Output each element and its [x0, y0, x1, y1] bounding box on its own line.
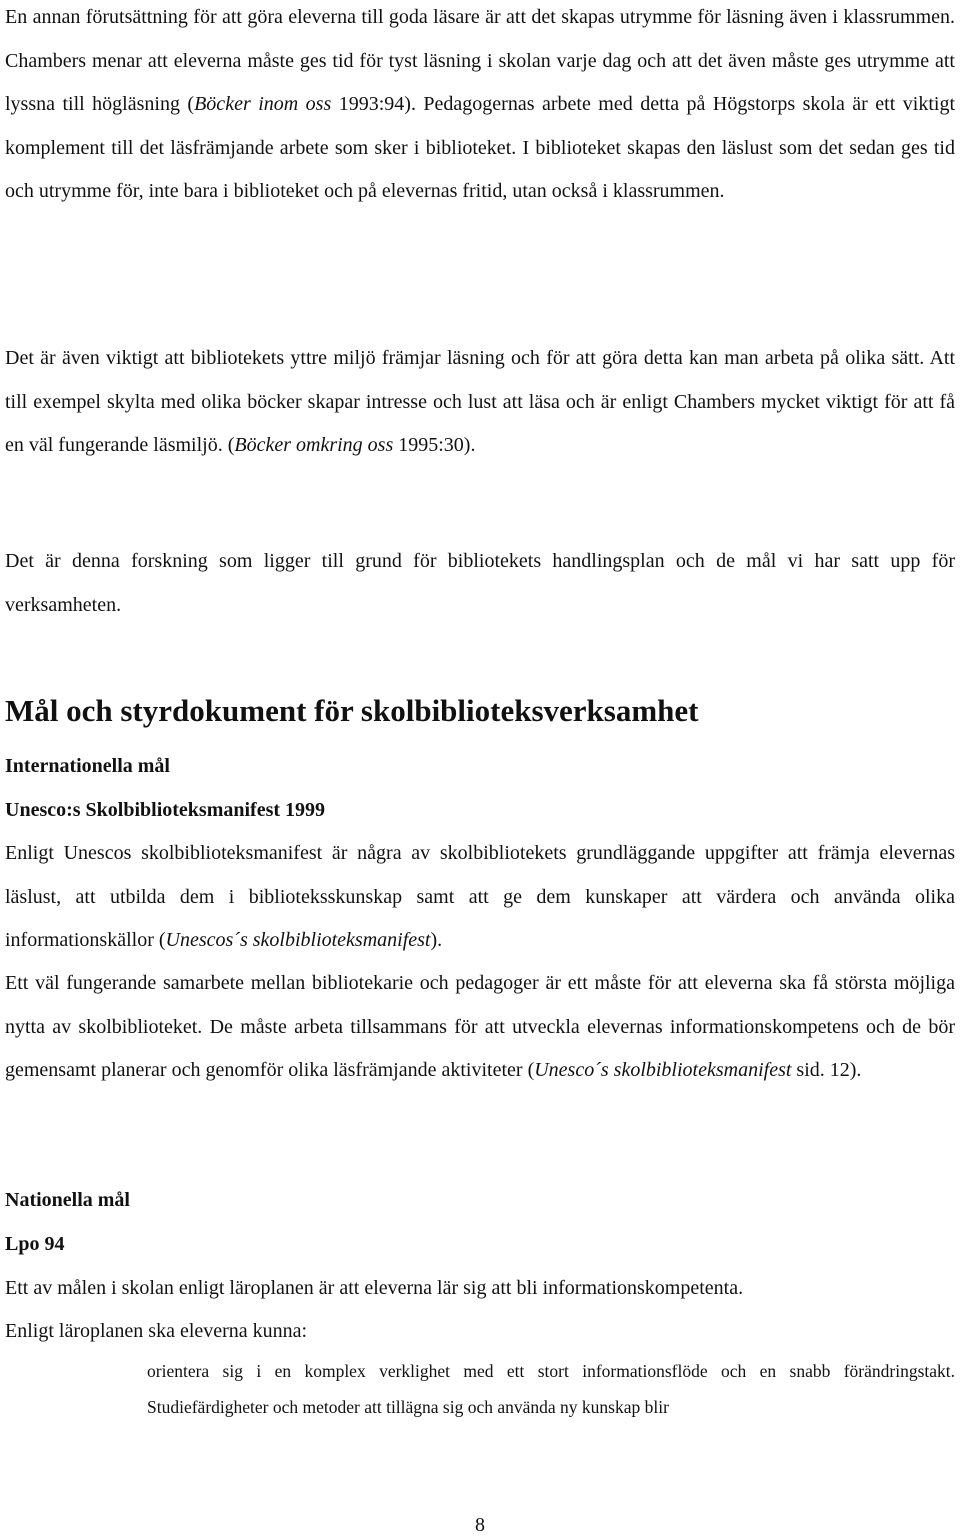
paragraph-reading-space — [5, 0, 955, 214]
paragraph-text: 1995:30). — [393, 434, 476, 456]
paragraph-text: ). — [430, 929, 443, 951]
paragraph-curriculum-goal: Ett av målen i skolan enligt läroplanen är att eleverna lär sig att bli informationskompetenta. — [5, 1277, 744, 1299]
paragraph-text: Det är även viktigt att bibliotekets yttre miljö främjar läsning och för att göra detta kan man arbeta på olika sätt. Att till exempel skylta med olika böcker skapar intresse och lust att läsa och är enligt Chambers mycket viktigt för att få en väl fungerande läsmiljö. ( — [5, 347, 955, 456]
paragraph-text: Ett väl fungerande samarbete mellan bibliotekarie och pedagoger är ett måste för att eleverna ska få största möjliga nytta av skolbiblioteket. De måste arbeta tillsammans för att utveckla elevernas informationskompetens och de bör gemensamt planerar och genomför olika läsfrämjande aktiviteter ( — [5, 972, 955, 1081]
citation-title: Böcker inom oss — [194, 93, 332, 115]
subheading-international-goals: Internationella mål — [5, 755, 170, 777]
paragraph-text: Enligt Unescos skolbiblioteksmanifest är några av skolbibliotekets grundläggande uppgifter att främja elevernas läslust, att utbilda dem i biblioteksskunskap samt att ge dem kunskaper att värdera och använda olika informationskällor ( — [5, 842, 955, 951]
citation-title: Unesco´s skolbiblioteksmanifest — [534, 1059, 792, 1081]
subheading-lpo94: Lpo 94 — [5, 1233, 65, 1255]
subheading-unesco-manifest: Unesco:s Skolbiblioteksmanifest 1999 — [5, 799, 326, 821]
paragraph-unesco-tasks — [5, 832, 955, 963]
page-number: 8 — [475, 1514, 485, 1536]
paragraph-text: 1993:94). Pedagogernas arbete med detta på Högstorps skola är ett viktigt komplement till det läsfrämjande arbete som sker i biblioteket. I biblioteket skapas den läslust som det sedan ges tid och utrymme för, inte bara i biblioteket och på elevernas fritid, utan också i klassrummen. — [5, 93, 955, 202]
paragraph-text: En annan förutsättning för att göra eleverna till goda läsare är att det skapas utrymme för läsning även i klassrummen. Chambers menar att eleverna måste ges tid för tyst läsning i skolan varje dag och att det även måste ges utrymme att lyssna till högläsning ( — [5, 6, 955, 115]
citation-title: Böcker omkring oss — [234, 434, 394, 456]
indented-quote: orientera sig i en komplex verklighet med ett stort informationsflöde och en snabb förändringstakt. Studiefärdigheter och metoder att tillägna sig och använda ny kunskap blir — [147, 1361, 955, 1417]
paragraph-curriculum-intro: Enligt läroplanen ska eleverna kunna: — [5, 1320, 308, 1342]
paragraph-text: sid. 12). — [791, 1059, 862, 1081]
paragraph-library-environment — [5, 337, 955, 468]
subheading-national-goals: Nationella mål — [5, 1189, 130, 1211]
section-heading-goals: Mål och styrdokument för skolbiblioteksverksamhet — [5, 693, 699, 728]
citation-title: Unescos´s skolbiblioteksmanifest — [165, 929, 431, 951]
paragraph-research-basis: Det är denna forskning som ligger till grund för bibliotekets handlingsplan och de mål vi har satt upp för verksamheten. — [5, 550, 955, 616]
paragraph-cooperation — [5, 962, 955, 1093]
